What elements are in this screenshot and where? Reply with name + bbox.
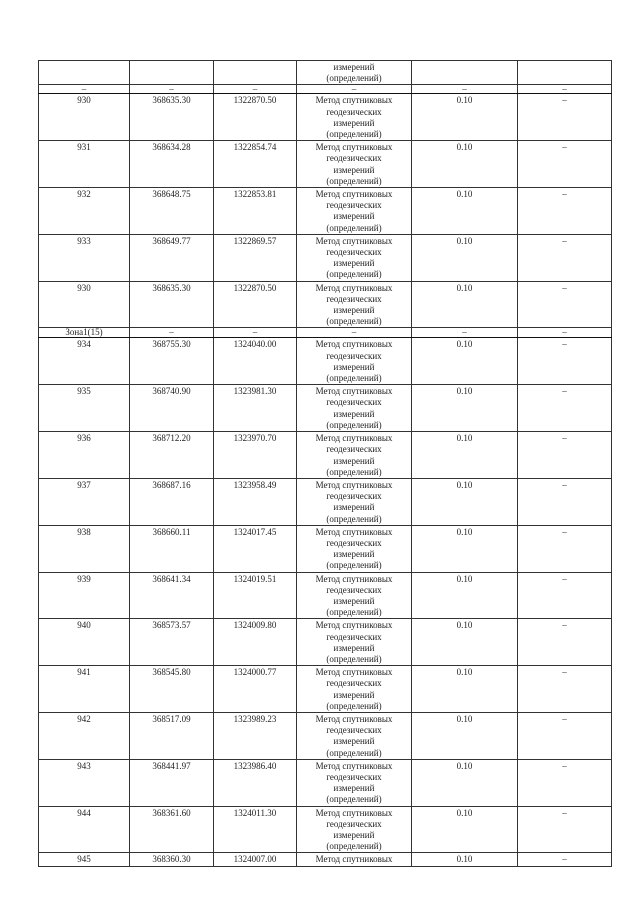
accuracy-cell: – (412, 328, 518, 338)
table-row (39, 385, 612, 432)
y-coordinate-cell (214, 61, 297, 85)
point-number-cell (39, 61, 130, 85)
point-number-cell: 934 (39, 338, 130, 385)
method-cell: Метод спутниковых геодезических измерений (определений) (297, 141, 412, 188)
y-coordinate-cell: – (214, 328, 297, 338)
description-cell: – (518, 806, 612, 853)
point-number-cell: 933 (39, 234, 130, 281)
x-coordinate-cell: 368573.57 (130, 619, 214, 666)
point-number-cell: 930 (39, 94, 130, 141)
coordinates-table-body (39, 61, 612, 867)
accuracy-cell: 0.10 (412, 141, 518, 188)
point-number-cell: 931 (39, 141, 130, 188)
y-coordinate-cell: 1322854.74 (214, 141, 297, 188)
description-cell: – (518, 853, 612, 866)
x-coordinate-cell: 368687.16 (130, 478, 214, 525)
y-coordinate-cell: 1323986.40 (214, 759, 297, 806)
method-cell: Метод спутниковых геодезических измерений (определений) (297, 806, 412, 853)
method-cell: Метод спутниковых геодезических измерений (определений) (297, 338, 412, 385)
method-cell: Метод спутниковых геодезических измерений (определений) (297, 666, 412, 713)
method-cell: Метод спутниковых геодезических измерений (определений) (297, 281, 412, 328)
x-coordinate-cell: 368660.11 (130, 525, 214, 572)
x-coordinate-cell: – (130, 328, 214, 338)
x-coordinate-cell: 368740.90 (130, 385, 214, 432)
x-coordinate-cell: 368634.28 (130, 141, 214, 188)
method-cell: Метод спутниковых геодезических измерений (определений) (297, 759, 412, 806)
point-number-cell: 938 (39, 525, 130, 572)
method-cell: Метод спутниковых геодезических измерений (определений) (297, 188, 412, 235)
y-coordinate-cell: 1324040.00 (214, 338, 297, 385)
table-row (39, 432, 612, 479)
table-row (39, 525, 612, 572)
description-cell: – (518, 619, 612, 666)
x-coordinate-cell: 368712.20 (130, 432, 214, 479)
description-cell: – (518, 94, 612, 141)
y-coordinate-cell: 1322869.57 (214, 234, 297, 281)
method-cell: Метод спутниковых геодезических измерений (определений) (297, 572, 412, 619)
y-coordinate-cell: 1324009.80 (214, 619, 297, 666)
accuracy-cell: 0.10 (412, 853, 518, 866)
x-coordinate-cell: 368517.09 (130, 712, 214, 759)
method-cell: измерений (определений) (297, 61, 412, 85)
zone-row (39, 328, 612, 338)
accuracy-cell: 0.10 (412, 759, 518, 806)
method-cell: Метод спутниковых геодезических измерений (определений) (297, 234, 412, 281)
x-coordinate-cell: 368635.30 (130, 281, 214, 328)
point-number-cell: 943 (39, 759, 130, 806)
description-cell: – (518, 85, 612, 94)
method-cell: – (297, 85, 412, 94)
method-cell: Метод спутниковых геодезических измерений (определений) (297, 432, 412, 479)
accuracy-cell: 0.10 (412, 385, 518, 432)
description-cell: – (518, 385, 612, 432)
y-coordinate-cell: 1322870.50 (214, 281, 297, 328)
table-row (39, 94, 612, 141)
point-number-cell: 936 (39, 432, 130, 479)
description-cell: – (518, 338, 612, 385)
method-cell: Метод спутниковых геодезических измерений (определений) (297, 94, 412, 141)
table-row (39, 572, 612, 619)
dash-row (39, 85, 612, 94)
table-row (39, 141, 612, 188)
accuracy-cell: 0.10 (412, 188, 518, 235)
method-cell: Метод спутниковых (297, 853, 412, 866)
accuracy-cell: 0.10 (412, 666, 518, 713)
x-coordinate-cell: 368635.30 (130, 94, 214, 141)
table-row (39, 853, 612, 866)
table-row (39, 338, 612, 385)
x-coordinate-cell: 368441.97 (130, 759, 214, 806)
y-coordinate-cell: 1324000.77 (214, 666, 297, 713)
accuracy-cell: 0.10 (412, 234, 518, 281)
y-coordinate-cell: 1323958.49 (214, 478, 297, 525)
point-number-cell: 940 (39, 619, 130, 666)
y-coordinate-cell: – (214, 85, 297, 94)
y-coordinate-cell: 1324017.45 (214, 525, 297, 572)
accuracy-cell: 0.10 (412, 525, 518, 572)
x-coordinate-cell: 368641.34 (130, 572, 214, 619)
coordinates-table (38, 60, 612, 867)
y-coordinate-cell: 1322870.50 (214, 94, 297, 141)
table-row (39, 759, 612, 806)
y-coordinate-cell: 1323970.70 (214, 432, 297, 479)
accuracy-cell: 0.10 (412, 712, 518, 759)
description-cell: – (518, 328, 612, 338)
method-cell: Метод спутниковых геодезических измерений (определений) (297, 478, 412, 525)
accuracy-cell: 0.10 (412, 338, 518, 385)
y-coordinate-cell: 1324011.30 (214, 806, 297, 853)
x-coordinate-cell: 368360.30 (130, 853, 214, 866)
table-row (39, 712, 612, 759)
accuracy-cell: 0.10 (412, 94, 518, 141)
point-number-cell: – (39, 85, 130, 94)
point-number-cell: 944 (39, 806, 130, 853)
point-number-cell: 941 (39, 666, 130, 713)
accuracy-cell: 0.10 (412, 572, 518, 619)
x-coordinate-cell: – (130, 85, 214, 94)
accuracy-cell: 0.10 (412, 806, 518, 853)
point-number-cell: 939 (39, 572, 130, 619)
table-row (39, 478, 612, 525)
description-cell (518, 61, 612, 85)
x-coordinate-cell: 368649.77 (130, 234, 214, 281)
x-coordinate-cell: 368755.30 (130, 338, 214, 385)
accuracy-cell: 0.10 (412, 478, 518, 525)
description-cell: – (518, 759, 612, 806)
point-number-cell: 937 (39, 478, 130, 525)
continued-header-row (39, 61, 612, 85)
description-cell: – (518, 712, 612, 759)
y-coordinate-cell: 1322853.81 (214, 188, 297, 235)
accuracy-cell: 0.10 (412, 281, 518, 328)
description-cell: – (518, 666, 612, 713)
point-number-cell: Зона1(15) (39, 328, 130, 338)
description-cell: – (518, 141, 612, 188)
x-coordinate-cell: 368648.75 (130, 188, 214, 235)
accuracy-cell (412, 61, 518, 85)
method-cell: Метод спутниковых геодезических измерений (определений) (297, 712, 412, 759)
description-cell: – (518, 525, 612, 572)
table-row (39, 806, 612, 853)
table-row (39, 666, 612, 713)
y-coordinate-cell: 1324007.00 (214, 853, 297, 866)
table-row (39, 619, 612, 666)
x-coordinate-cell: 368361.60 (130, 806, 214, 853)
point-number-cell: 930 (39, 281, 130, 328)
table-row (39, 234, 612, 281)
accuracy-cell: 0.10 (412, 432, 518, 479)
description-cell: – (518, 188, 612, 235)
description-cell: – (518, 281, 612, 328)
point-number-cell: 932 (39, 188, 130, 235)
x-coordinate-cell: 368545.80 (130, 666, 214, 713)
description-cell: – (518, 432, 612, 479)
accuracy-cell: 0.10 (412, 619, 518, 666)
point-number-cell: 945 (39, 853, 130, 866)
y-coordinate-cell: 1323989.23 (214, 712, 297, 759)
point-number-cell: 942 (39, 712, 130, 759)
description-cell: – (518, 234, 612, 281)
method-cell: Метод спутниковых геодезических измерений (определений) (297, 385, 412, 432)
method-cell: Метод спутниковых геодезических измерений (определений) (297, 619, 412, 666)
y-coordinate-cell: 1323981.30 (214, 385, 297, 432)
x-coordinate-cell (130, 61, 214, 85)
table-row (39, 281, 612, 328)
description-cell: – (518, 572, 612, 619)
description-cell: – (518, 478, 612, 525)
point-number-cell: 935 (39, 385, 130, 432)
accuracy-cell: – (412, 85, 518, 94)
y-coordinate-cell: 1324019.51 (214, 572, 297, 619)
method-cell: – (297, 328, 412, 338)
method-cell: Метод спутниковых геодезических измерений (определений) (297, 525, 412, 572)
table-row (39, 188, 612, 235)
